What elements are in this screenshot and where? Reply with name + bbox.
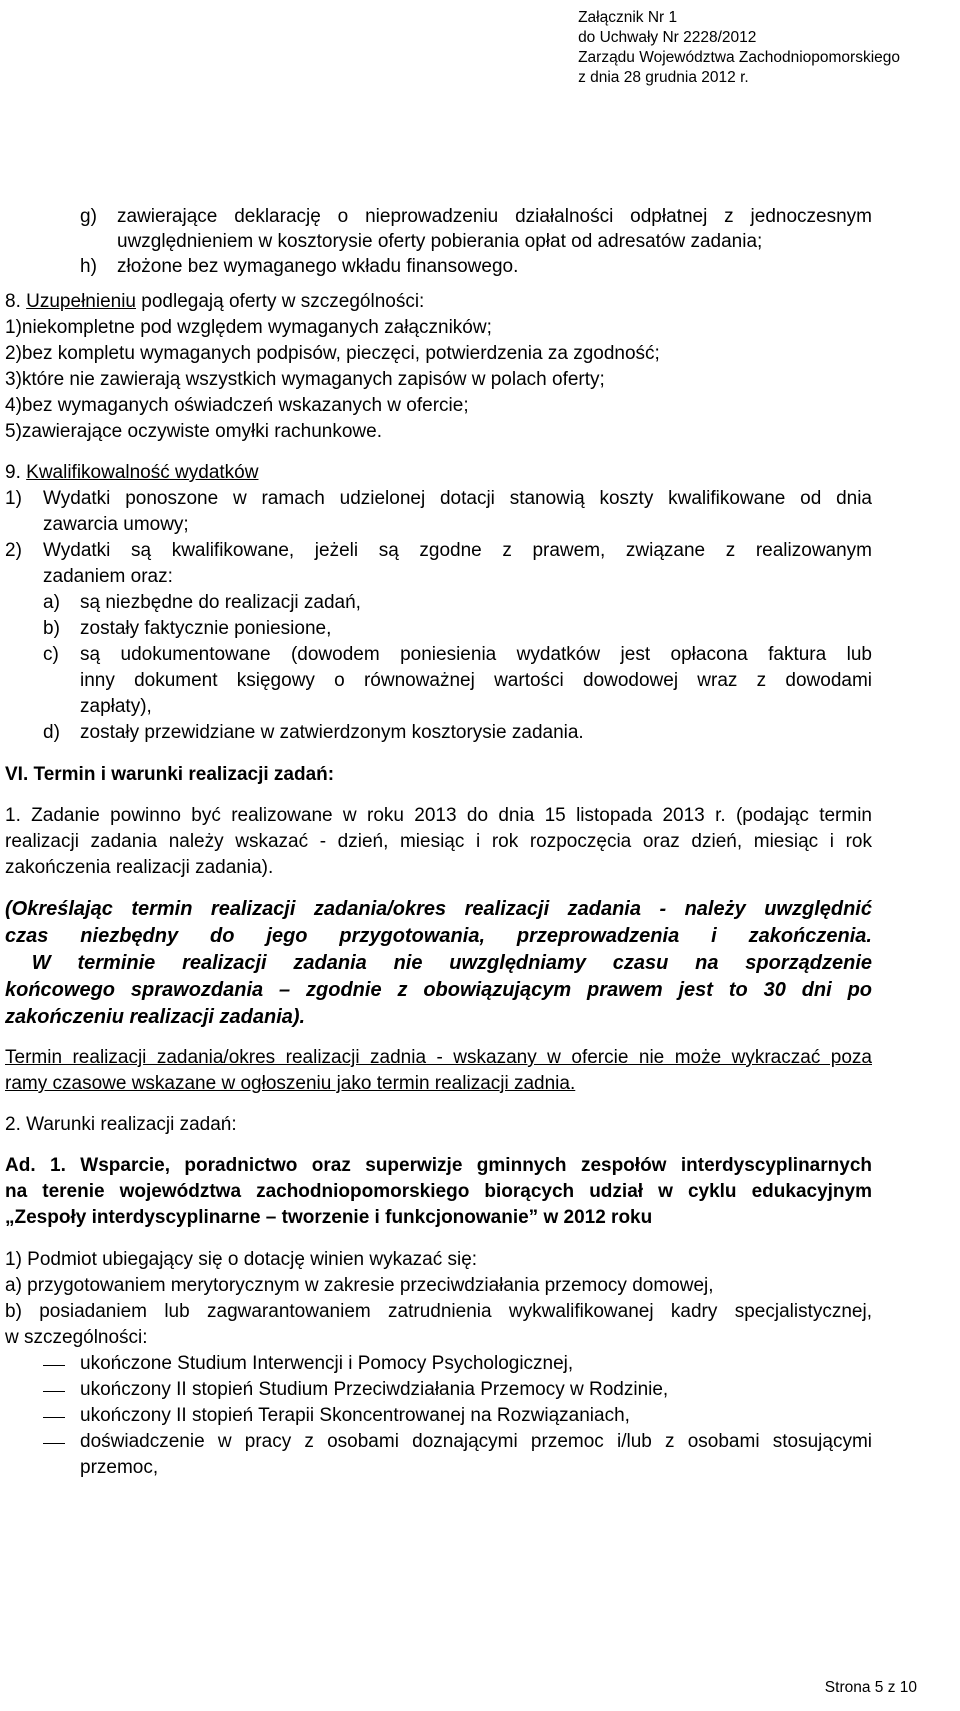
list-marker: 1) — [5, 488, 22, 509]
ad-line: „Zespoły interdyscyplinarne – tworzenie i funkcjonowanie” w 2012 roku — [5, 1207, 653, 1228]
list-marker: 2) — [5, 540, 22, 561]
section-heading: VI. Termin i warunki realizacji zadań: — [5, 764, 335, 785]
list-item: ukończony II stopień Studium Przeciwdziałania Przemocy w Rodzinie, — [80, 1379, 669, 1400]
dash-bullet-icon — [43, 1443, 65, 1444]
paragraph-line: a) przygotowaniem merytorycznym w zakresie przeciwdziałania przemocy domowej, — [5, 1275, 714, 1296]
list-item-text: złożone bez wymaganego wkładu finansowego. — [117, 256, 519, 277]
note-line: czas niezbędny do jego przygotowania, przeprowadzenia i zakończenia. — [5, 925, 872, 947]
list-item: 1)niekompletne pod względem wymaganych załączników; — [5, 317, 492, 338]
list-marker: d) — [43, 722, 60, 743]
list-item-text: zadaniem oraz: — [43, 566, 173, 587]
list-item: 2)bez kompletu wymaganych podpisów, pieczęci, potwierdzenia za zgodność; — [5, 343, 660, 364]
list-item: przemoc, — [80, 1457, 159, 1478]
list-marker: b) — [43, 618, 60, 639]
section-title-rest: podlegają oferty w szczególności: — [136, 291, 425, 312]
page-number: Strona 5 z 10 — [824, 1679, 917, 1696]
note-line: końcowego sprawozdania – zgodnie z obowiązującym prawem jest to 30 dni po — [5, 979, 872, 1001]
list-item-text: Wydatki ponoszone w ramach udzielonej dotacji stanowią koszty kwalifikowane od dnia — [43, 488, 872, 509]
term-line: ramy czasowe wskazane w ogłoszeniu jako termin realizacji zadnia. — [5, 1073, 576, 1094]
term-line: Termin realizacji zadania/okres realizacji zadnia - wskazany w ofercie nie może wykraczać poza — [5, 1047, 872, 1068]
paragraph-line: realizacji zadania należy wskazać - dzień, miesiąc i rok rozpoczęcia oraz dzień, miesiąc i rok — [5, 831, 872, 852]
dash-bullet-icon — [43, 1391, 65, 1392]
dash-bullet-icon — [43, 1365, 65, 1366]
list-marker: c) — [43, 644, 59, 665]
list-item: 5)zawierające oczywiste omyłki rachunkowe. — [5, 421, 382, 442]
paragraph-line: zakończenia realizacji zadania). — [5, 857, 274, 878]
section-8-heading — [5, 290, 424, 314]
list-item-text: inny dokument księgowy o równoważnej wartości dowodowej wraz z dowodami — [80, 670, 872, 691]
section-number: 9. — [5, 462, 21, 483]
section-number: 8. — [5, 291, 21, 312]
list-item: doświadczenie w pracy z osobami doznającymi przemoc i/lub z osobami stosującymi — [80, 1431, 872, 1452]
paragraph-line: 1. Zadanie powinno być realizowane w roku 2013 do dnia 15 listopada 2013 r. (podając termin — [5, 805, 872, 826]
note-line: W terminie realizacji zadania nie uwzględniamy czasu na sporządzenie — [5, 952, 872, 974]
ad-line: Ad. 1. Wsparcie, poradnictwo oraz superwizje gminnych zespołów interdyscyplinarnych — [5, 1155, 872, 1176]
list-marker: h) — [80, 256, 97, 277]
section-title: Kwalifikowalność wydatków — [26, 462, 259, 483]
section-title: Uzupełnieniu — [26, 291, 136, 312]
list-item-text: Wydatki są kwalifikowane, jeżeli są zgodne z prawem, związane z realizowanym — [43, 540, 872, 561]
note-line: zakończeniu realizacji zadania). — [5, 1006, 306, 1028]
list-item-text: są udokumentowane (dowodem poniesienia wydatków jest opłacona faktura lub — [80, 644, 872, 665]
list-item-text: zostały przewidziane w zatwierdzonym kosztorysie zadania. — [80, 722, 584, 743]
section-9-heading — [5, 461, 258, 485]
list-item-text: zapłaty), — [80, 696, 152, 717]
header-line: do Uchwały Nr 2228/2012 — [578, 29, 757, 46]
list-item: ukończony II stopień Terapii Skoncentrowanej na Rozwiązaniach, — [80, 1405, 630, 1426]
paragraph-line: 2. Warunki realizacji zadań: — [5, 1114, 237, 1135]
header-line: z dnia 28 grudnia 2012 r. — [578, 69, 749, 86]
list-item: 4)bez wymaganych oświadczeń wskazanych w ofercie; — [5, 395, 469, 416]
ad-line: na terenie województwa zachodniopomorskiego biorących udział w cyklu edukacyjnym — [5, 1181, 872, 1202]
list-item-text: są niezbędne do realizacji zadań, — [80, 592, 361, 613]
note-line: (Określając termin realizacji zadania/okres realizacji zadania - należy uwzględnić — [5, 898, 872, 920]
list-item: ukończone Studium Interwencji i Pomocy Psychologicznej, — [80, 1353, 574, 1374]
list-marker: a) — [43, 592, 60, 613]
list-item-text: uwzględnieniem w kosztorysie oferty pobierania opłat od adresatów zadania; — [117, 231, 763, 252]
paragraph-line: w szczególności: — [5, 1327, 148, 1348]
list-marker: g) — [80, 206, 97, 227]
header-line: Zarządu Województwa Zachodniopomorskiego — [578, 49, 900, 66]
paragraph-line: 1) Podmiot ubiegający się o dotację winien wykazać się: — [5, 1249, 478, 1270]
header-line: Załącznik Nr 1 — [578, 9, 678, 26]
list-item: 3)które nie zawierają wszystkich wymaganych zapisów w polach oferty; — [5, 369, 605, 390]
dash-bullet-icon — [43, 1417, 65, 1418]
list-item-text: zawierające deklarację o nieprowadzeniu działalności odpłatnej z jednoczesnym — [117, 206, 872, 227]
document-header — [578, 8, 900, 88]
list-item-text: zostały faktycznie poniesione, — [80, 618, 332, 639]
list-item-text: zawarcia umowy; — [43, 514, 189, 535]
paragraph-line: b) posiadaniem lub zagwarantowaniem zatrudnienia wykwalifikowanej kadry specjalistycznej, — [5, 1301, 872, 1322]
